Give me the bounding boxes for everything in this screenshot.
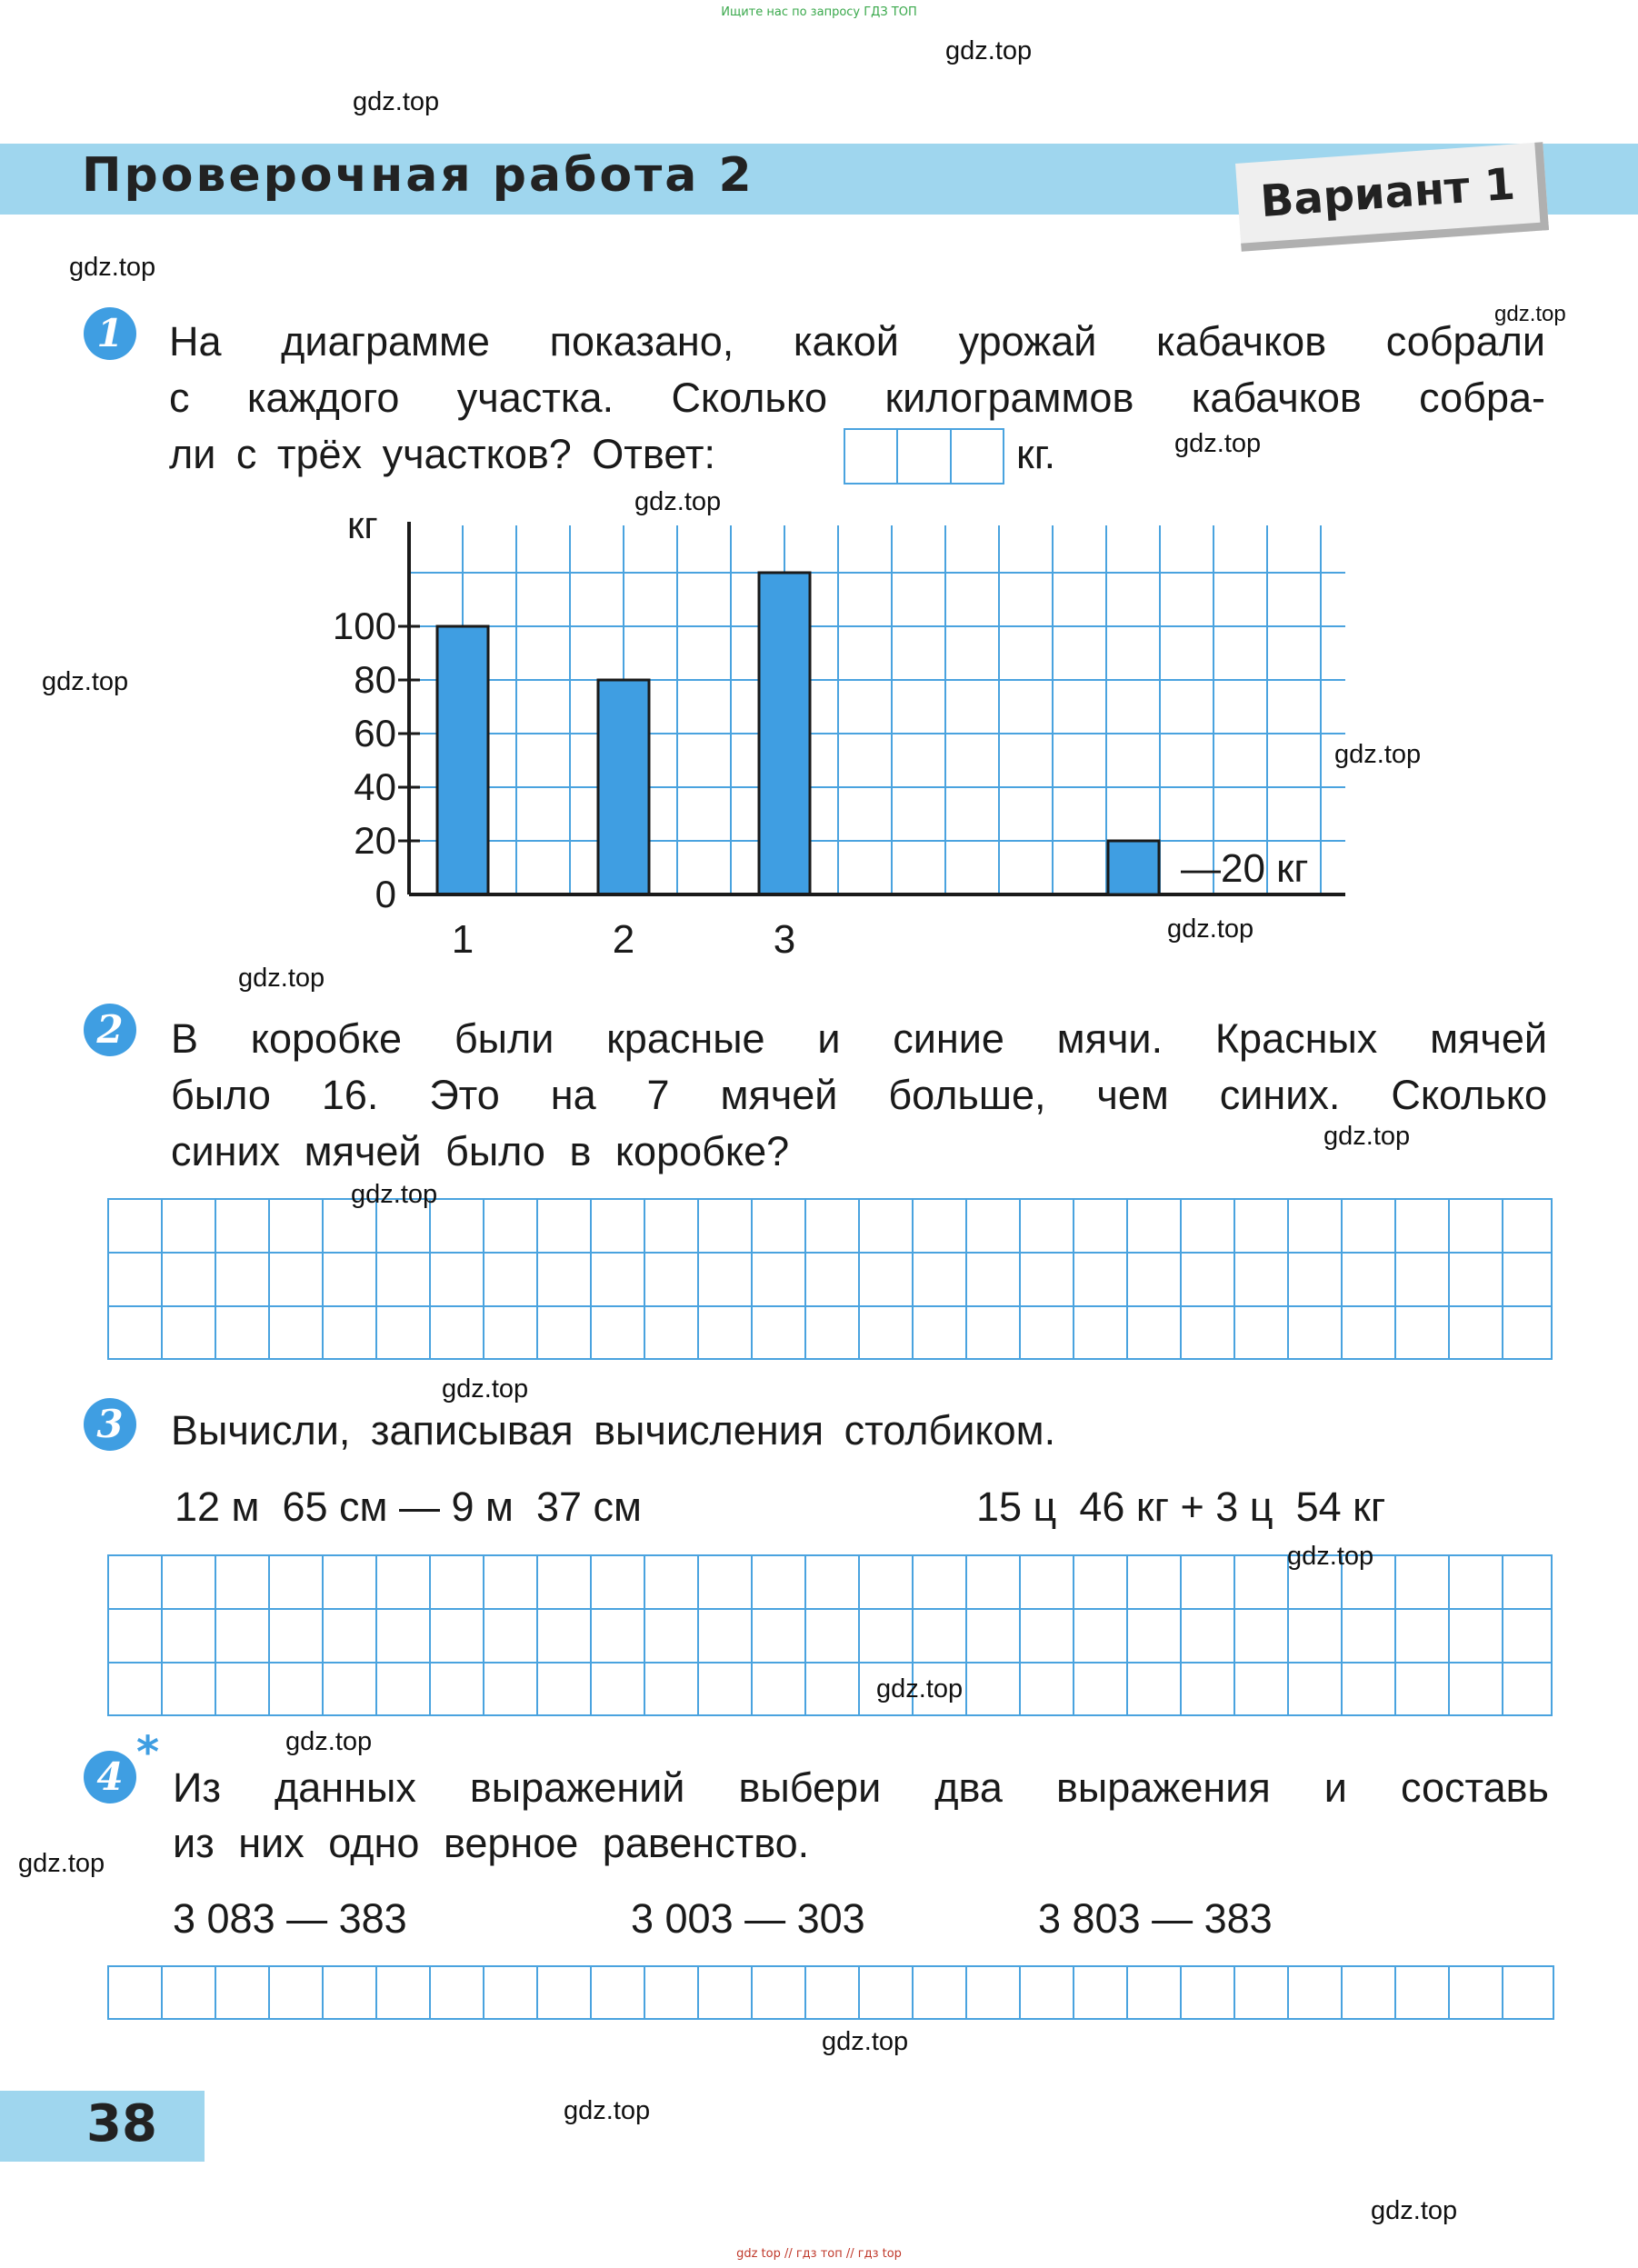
category-label: 2 (612, 917, 635, 962)
tick-label: 100 (332, 604, 396, 647)
watermark: gdz.top (353, 87, 440, 116)
tick-label: 20 (354, 819, 396, 862)
task-2-number: 2 (84, 1004, 136, 1056)
task-1-number: 1 (84, 307, 136, 360)
category-label: 3 (773, 917, 796, 962)
watermark: gdz.top (1287, 1542, 1374, 1571)
bar-3 (759, 573, 810, 894)
watermark: gdz.top (1323, 1122, 1411, 1151)
watermark: gdz.top (945, 36, 1033, 65)
watermark: gdz.top (1494, 302, 1566, 326)
watermark: gdz.top (42, 667, 129, 696)
watermark: gdz.top (634, 487, 722, 516)
watermark: gdz.top (18, 1849, 105, 1878)
tick-label: 80 (354, 658, 396, 701)
task-3-answer-grid[interactable] (107, 1554, 1553, 1716)
page-number: 38 (86, 2094, 157, 2153)
tick-label: 60 (354, 712, 396, 754)
legend-label: —20 кг (1181, 846, 1309, 891)
watermark: gdz.top (1334, 740, 1422, 769)
task-4-line-1: Из данных выражений выбери два выражения и составь (173, 1764, 1549, 1811)
task-4-expression-b: 3 003 — 303 (631, 1895, 865, 1942)
watermark: gdz.top (1167, 914, 1254, 944)
legend-swatch (1108, 841, 1159, 894)
harvest-bar-chart (327, 509, 1363, 982)
watermark: gdz.top (351, 1180, 438, 1209)
task-4-answer-grid[interactable] (107, 1965, 1554, 2020)
answer-unit: кг. (1016, 431, 1056, 477)
chart-axes (409, 522, 1345, 894)
watermark: gdz.top (1174, 429, 1262, 458)
task-1-line-2: с каждого участка. Сколько килограммов кабачков собра- (169, 375, 1545, 421)
task-2-answer-grid[interactable] (107, 1198, 1553, 1360)
task-3-number: 3 (84, 1398, 136, 1451)
task-4-expression-c: 3 803 — 383 (1038, 1895, 1273, 1942)
task-1-line-3: ли с трёх участков? Ответ: (169, 431, 715, 477)
chart-legend (1108, 841, 1308, 894)
task-2-line-1: В коробке были красные и синие мячи. Красных мячей (171, 1015, 1547, 1062)
category-label: 1 (451, 917, 474, 962)
watermark: gdz.top (876, 1674, 964, 1703)
watermark: gdz.top (564, 2096, 651, 2125)
watermark: gdz.top (238, 964, 325, 993)
page-title: Проверочная работа 2 (82, 148, 754, 203)
chart-grid (409, 525, 1345, 894)
chart-categories (452, 917, 795, 962)
task-3-expression-a: 12 м 65 см — 9 м 37 см (175, 1484, 642, 1530)
watermark: gdz.top (822, 2027, 909, 2056)
tick-label: 0 (375, 873, 396, 915)
chart-ticks (333, 604, 420, 915)
task-4-star: * (136, 1727, 160, 1778)
top-note: Ищите нас по запросу ГДЗ ТОП (721, 5, 917, 19)
watermark: gdz.top (442, 1374, 529, 1404)
task-4-line-2: из них одно верное равенство. (173, 1820, 810, 1866)
variant-label: Вариант 1 (1235, 142, 1549, 251)
task-4-expression-a: 3 083 — 383 (173, 1895, 407, 1942)
bar-1 (437, 626, 488, 894)
task-3-expression-b: 15 ц 46 кг + 3 ц 54 кг (976, 1484, 1386, 1530)
task-1-line-1: На диаграмме показано, какой урожай кабачков собрали (169, 318, 1545, 365)
bottom-note: gdz top // гдз топ // гдз top (736, 2247, 902, 2261)
watermark: gdz.top (1371, 2196, 1458, 2225)
task-2-line-3: синих мячей было в коробке? (171, 1128, 790, 1174)
task-3-line-1: Вычисли, записывая вычисления столбиком. (171, 1407, 1056, 1454)
bar-2 (598, 680, 649, 894)
y-axis-label: кг (347, 509, 378, 546)
task-2-line-2: было 16. Это на 7 мячей больше, чем синих. Сколько (171, 1072, 1547, 1118)
tick-label: 40 (354, 765, 396, 808)
watermark: gdz.top (69, 253, 156, 282)
watermark: gdz.top (285, 1727, 373, 1756)
answer-box[interactable] (844, 428, 1004, 485)
task-4-number: 4 (84, 1751, 136, 1803)
